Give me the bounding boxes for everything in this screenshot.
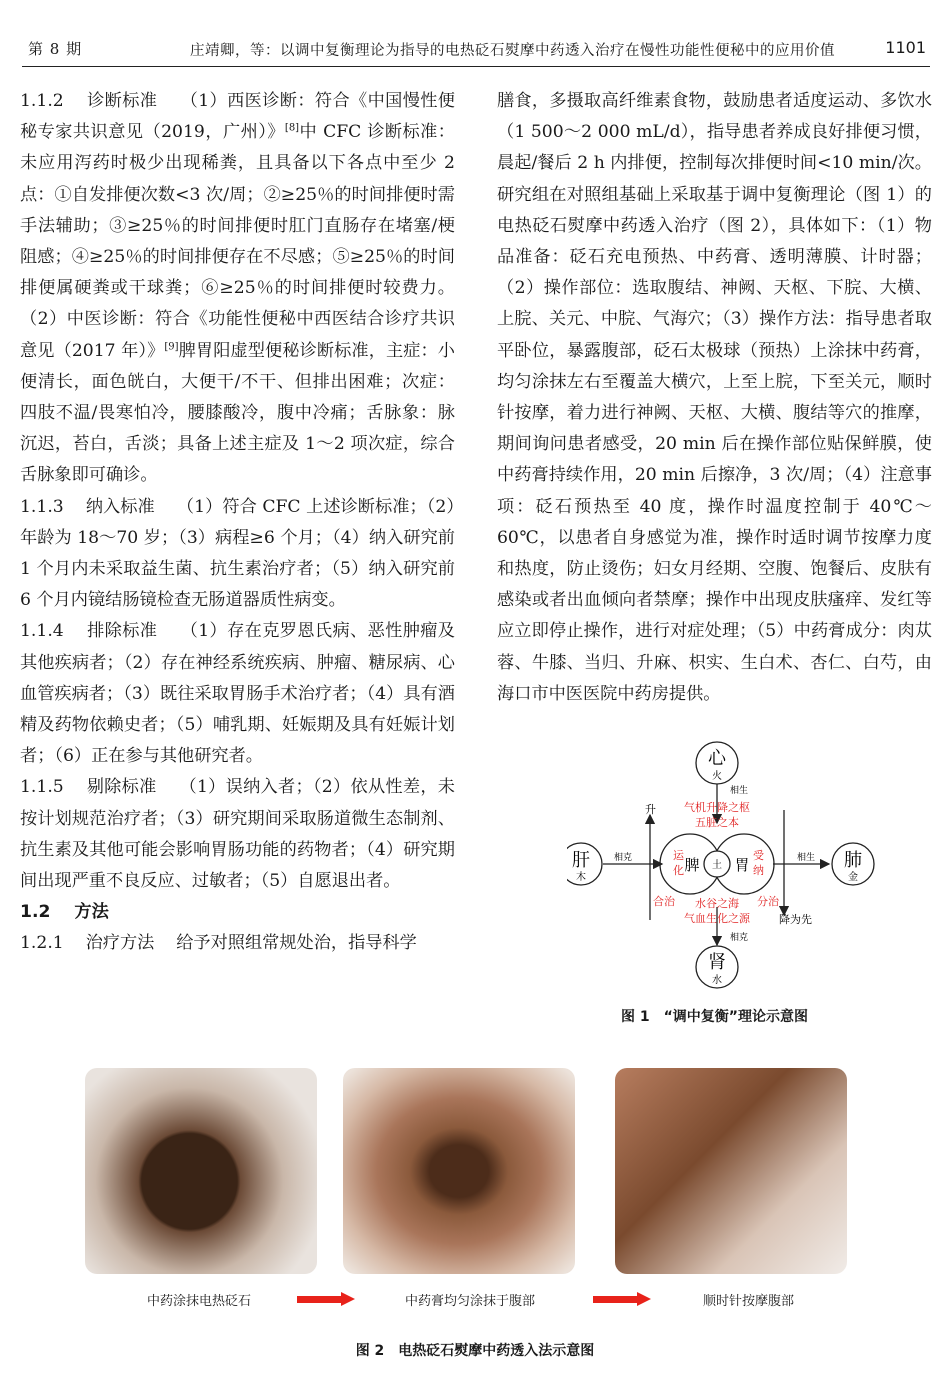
stomach-label: 胃 — [734, 856, 750, 874]
section-number: 1.1.5 — [20, 777, 64, 798]
liver-label: 肝 — [572, 850, 590, 871]
paragraph-text: 脾胃阳虚型便秘诊断标准，主症：小便清长，面色㿠白，大便干/不干、但排出困难；次症：四肢不温/畏寒怕冷，腰膝酸冷，腹中冷痛；舌脉象：脉沉迟，苔白，舌淡；具备上述主症及 1～2 项次症，综合舌脉象即可确诊。 — [20, 340, 455, 486]
arrow-right-icon — [297, 1292, 357, 1306]
right-column — [497, 86, 932, 710]
section-1-1-2 — [20, 86, 455, 492]
section-heading: 纳入标准 — [85, 496, 155, 517]
descend-label: 降为先 — [779, 913, 812, 926]
section-number: 1.1.2 — [20, 91, 64, 111]
shou-label: 受 — [753, 849, 764, 862]
relation-ke-left: 相克 — [614, 853, 633, 863]
left-column — [20, 86, 455, 960]
paragraph-text: 中 CFC 诊断标准：未应用泻药时极少出现稀粪，且具备以下各点中至少 2 点：①自发排便次数<3 次/周；②≥25％的时间排便时需手法辅助；③≥25％的时间排便时肛门直肠存在堵塞/梗阻感；④≥25％的时间排便存在不尽感；⑤≥25％的时间排便属硬粪或干球粪；⑥≥25％的时间排便时较费力。（2）中医诊断：符合《功能性便秘中西医结合诊疗共识意见（2017 年）》 — [20, 122, 455, 361]
section-heading: 治疗方法 — [85, 933, 155, 954]
citation[interactable]: [9] — [164, 340, 179, 352]
step-1-caption: 中药涂抹电热砭石 — [147, 1294, 252, 1309]
liver-element: 木 — [576, 872, 586, 883]
heart-element: 火 — [712, 771, 722, 782]
section-number: 1.1.3 — [20, 496, 64, 517]
section-1-1-5 — [20, 772, 455, 897]
step-2-caption: 中药膏均匀涂抹于腹部 — [405, 1294, 536, 1309]
section-title: 方法 — [74, 902, 109, 923]
kidney-element: 水 — [712, 975, 722, 986]
page-header — [22, 38, 930, 67]
page-number: 1101 — [885, 38, 926, 57]
running-title: 庄靖卿，等：以调中复衡理论为指导的电热砭石熨摩中药透入治疗在慢性功能性便秘中的应用价值 — [190, 43, 835, 59]
section-number: 1.1.4 — [20, 621, 64, 642]
figure-2 — [85, 1062, 865, 1322]
section-number: 1.2.1 — [20, 933, 64, 954]
photo-clockwise-massage — [615, 1068, 847, 1274]
paragraph-text: （1）符合 CFC 上述诊断标准；（2）年龄为 18～70 岁；（3）病程≥6 个月；（4）纳入研究前 1 个月内未采取益生菌、抗生素治疗者；（5）纳入研究前 6 个月内镜结肠镜检查无肠道器质性病变。 — [20, 496, 455, 611]
earth-label: 土 — [712, 860, 722, 871]
hua-label: 化 — [673, 864, 684, 877]
photo-apply-ointment-to-stone — [85, 1068, 317, 1274]
section-1-1-3 — [20, 492, 455, 617]
lung-label: 肺 — [844, 850, 862, 871]
citation[interactable]: [8] — [284, 122, 300, 134]
section-number: 1.2 — [20, 902, 51, 923]
spleen-label: 脾 — [684, 856, 700, 874]
na-label: 纳 — [753, 864, 764, 877]
issue-number: 第 8 期 — [28, 40, 83, 58]
lung-element: 金 — [848, 872, 858, 883]
section-1-2-1 — [20, 928, 455, 959]
section-heading: 剔除标准 — [86, 777, 157, 798]
heart-label: 心 — [708, 748, 726, 769]
fenzhi-label: 分治 — [757, 895, 779, 908]
relation-sheng-right: 相生 — [797, 853, 816, 863]
relation-ke-bottom: 相克 — [730, 933, 749, 943]
figure-2-caption: 图 2 电热砭石熨摩中药透入法示意图 — [355, 1343, 595, 1359]
relation-sheng-top: 相生 — [730, 786, 749, 796]
hezhi-label: 合治 — [653, 895, 675, 908]
red-note-1: 气机升降之枢 — [684, 801, 750, 814]
red-note-4: 气血生化之源 — [684, 912, 750, 925]
paragraph-text: （1）误纳入者；（2）依从性差，未按计划规范治疗者；（3）研究期间采取肠道微生态制剂、抗生素及其他可能会影响胃肠功能的药物者；（4）研究期间出现严重不良反应、过敏者；（5）自愿退出者。 — [20, 777, 455, 892]
yun-label: 运 — [673, 849, 684, 862]
figure-1-caption: 图 1 “调中复衡”理论示意图 — [620, 1009, 809, 1025]
kidney-label: 肾 — [708, 952, 726, 973]
red-note-2: 五脏之本 — [695, 816, 739, 829]
rise-label: 升 — [645, 803, 656, 816]
section-heading: 诊断标准 — [87, 91, 158, 111]
photo-ointment-on-abdomen — [343, 1068, 575, 1274]
paragraph-text: （1）西医诊断：符合《中国慢性便秘专家共识意见（2019，广州）》 — [20, 91, 455, 143]
paragraph-text: 膳食，多摄取高纤维素食物，鼓励患者适度运动、多饮水（1 500～2 000 mL/d），指导患者养成良好排便习惯，晨起/餐后 2 h 内排便，控制每次排便时间<10 min/次。研究组在对照组基础上采取基于调中复衡理论（图 1）的电热砭石熨摩中药透入治疗（图 2），具体如下：（1）物品准备：砭石充电预热、中药膏、透明薄膜、计时器；（2）操作部位：选取腹结、神阙、天枢、下脘、大横、上脘、关元、中脘、气海穴；（3）操作方法：指导患者取平卧位，暴露腹部，砭石太极球（预热）上涂抹中药膏，均匀涂抹左右至覆盖大横穴，上至上脘，下至关元，顺时针按摩，着力进行神阙、天枢、大横、腹结等穴的推摩，期间询问患者感受，20 min 后在操作部位贴保鲜膜，使中药膏持续作用，20 min 后擦净，3 次/周；（4）注意事项：砭石预热至 40 度，操作时温度控制于 40℃～60℃，以患者自身感觉为准，操作时适时调节按摩力度和热度，防止烫伤；妇女月经期、空腹、饱餐后、皮肤有感染或者出血倾向者禁摩；操作中出现皮肤瘙痒、发红等应立即停止操作，进行对症处理；（5）中药膏成分：肉苁蓉、牛膝、当归、升麻、枳实、生白术、杏仁、白芍，由海口市中医医院中药房提供。 — [497, 91, 932, 704]
section-heading: 排除标准 — [87, 621, 158, 642]
figure-1-diagram — [567, 735, 887, 990]
paragraph-text: （1）存在克罗恩氏病、恶性肿瘤及其他疾病者；（2）存在神经系统疾病、肿瘤、糖尿病、心血管疾病者；（3）既往采取胃肠手术治疗者；（4）具有酒精及药物依赖史者；（5）哺乳期、妊娠期及具有妊娠计划者；（6）正在参与其他研究者。 — [20, 621, 455, 767]
section-1-2-heading — [20, 897, 455, 928]
red-note-3: 水谷之海 — [695, 897, 739, 910]
step-3-caption: 顺时针按摩腹部 — [703, 1294, 795, 1309]
section-1-1-4 — [20, 616, 455, 772]
arrow-right-icon — [593, 1292, 653, 1306]
paragraph-text: 给予对照组常规处治，指导科学 — [176, 933, 417, 954]
